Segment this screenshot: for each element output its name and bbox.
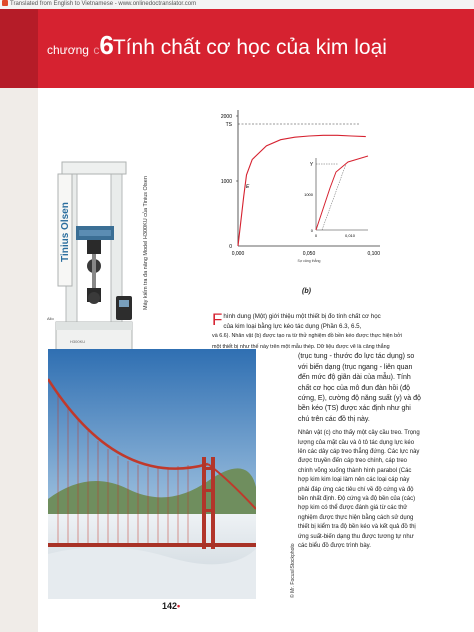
inset-y-tick-1000: 1000 — [304, 192, 313, 197]
inset-y-tick-0: 0 — [310, 228, 313, 233]
x-tick-label-050: 0,050 — [302, 251, 316, 257]
stress-strain-chart — [210, 100, 385, 280]
translator-bar — [0, 0, 474, 9]
inset-y-tick-y: Y — [309, 162, 313, 168]
page-number — [162, 601, 180, 611]
chapter-heading — [47, 30, 387, 61]
modulus-label: E — [246, 184, 250, 190]
chapter-prefix: chương — [47, 43, 89, 57]
main-x-axis-label: Sự căng thẳng — [297, 259, 321, 263]
line-3: và 6.6). Nhân vật (b) được tạo ra từ thử nghiệm đồ bền kéo được thực hiện bởi — [212, 333, 402, 340]
page-number-bullet: • — [177, 601, 181, 611]
machine-brand: Tinius Olsen — [60, 202, 71, 262]
photo-credit: © Mr. Focus/iStockphoto — [290, 543, 296, 598]
banner-left-strip — [0, 9, 38, 88]
x-tick-label-100: 0,100 — [367, 251, 380, 257]
figure-a-side-label: Allo — [47, 316, 54, 321]
paragraph-1-rest: (trục tung - thước đo lực tác dụng) so với biến dạng (trục ngang - liên quan đến mức độ giãn dài của mẫu). Tính chất cơ học của mô đun đàn hồi (độ cứng, E), cường độ năng suất (y) và độ bền kéo (TS) được xác định như ghi chú trên các đồ thị này. — [298, 353, 421, 423]
line-2: của kim loại bằng lực kéo tác dụng (Phần 6.3, 6.5, — [223, 322, 362, 330]
y-tick-label-1000: 1000 — [220, 179, 232, 185]
chapter-faded-letter: c — [93, 43, 100, 57]
inset-x-tick-010: 0,010 — [344, 233, 356, 238]
paragraph-1 — [212, 312, 422, 352]
machine-caption: Máy kiểm tra đa năng Model H300KU của Tinius Olsen — [143, 176, 149, 310]
chapter-number: 6 — [99, 30, 113, 60]
drop-cap: F — [212, 310, 223, 329]
x-tick-label-0: 0,000 — [231, 251, 245, 257]
y-tick-label-2000: 2000 — [220, 114, 232, 120]
line-1: hình dung (Một) giới thiệu một thiết bị đo tính chất cơ học — [223, 313, 381, 320]
machine-model-label: H300KU — [70, 339, 86, 344]
figure-b-label: (b) — [302, 288, 311, 295]
line-4: một thiết bị như thế này trên một mẫu thép. Dữ liệu được vẽ là căng thẳng — [212, 343, 390, 350]
y-tick-label-ts: TS — [225, 122, 232, 128]
left-margin-strip — [0, 88, 38, 632]
translator-logo-icon — [2, 0, 8, 6]
inset-chart — [304, 152, 368, 238]
inset-x-tick-0: 0 — [314, 233, 318, 238]
translator-bar-text: Translated from English to Vietnamese - www.onlinedoctranslator.com — [10, 1, 197, 7]
chapter-title: Tính chất cơ học của kim loại — [112, 36, 387, 59]
y-tick-label-0: 0 — [229, 244, 232, 250]
body-text-column — [212, 312, 422, 552]
paragraph-2: Nhân vật (c) cho thấy một cây cầu treo. Trọng lượng của mặt cầu và ô tô tác dụng lực kéo lên các dây cáp treo thẳng đứng. Các lực này được truyền đến cáp treo chính, cáp treo chính võng xuống thành hình parabol (Các hợp kim kim loại làm nên các loại cáp này phải đáp ứng các tiêu chí về độ cứng và độ bền nhất định. Độ cứng và độ bền của (các) hợp kim có thể được đánh giá từ các thử nghiệm được thực hiện bằng cách sử dụng thiết bị kiểm tra độ bền kéo và kết quả đồ thị ứng suất-biến dạng thu được tương tự như các biểu đồ được trình bày. — [298, 430, 420, 550]
page-number-value: 142 — [162, 601, 178, 611]
